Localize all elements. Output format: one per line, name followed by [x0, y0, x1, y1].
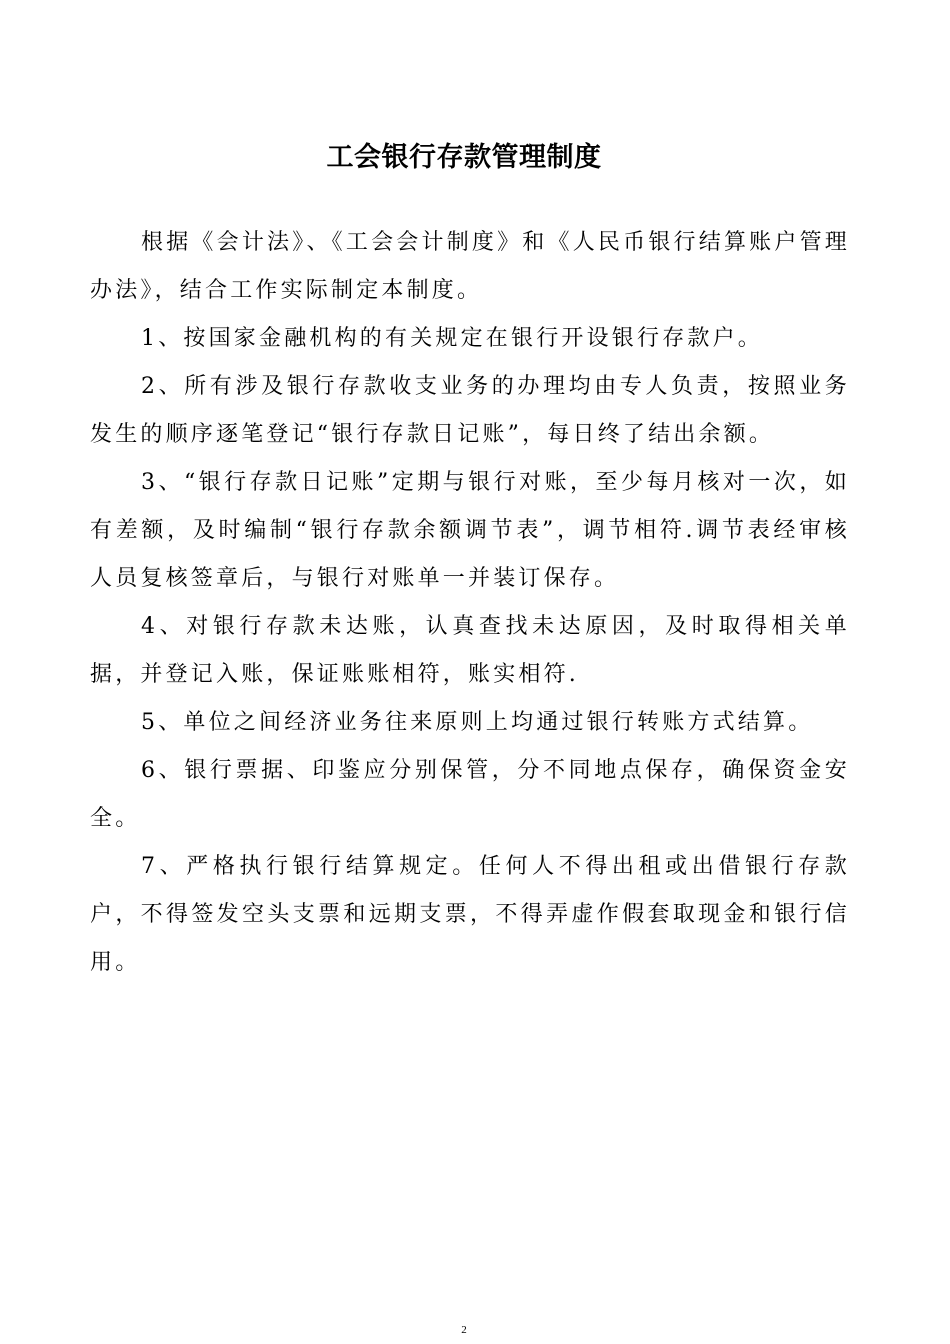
paragraph-clause-4: 4、对银行存款未达账，认真查找未达原因，及时取得相关单据，并登记入账，保证账账相符，账实相符. [90, 614, 850, 687]
page-number: 2 [461, 1324, 467, 1336]
paragraph-intro: 根据《会计法》、《工会会计制度》和《人民币银行结算账户管理办法》，结合工作实际制定本制度。 [90, 230, 850, 303]
paragraph-clause-1: 1、按国家金融机构的有关规定在银行开设银行存款户。 [141, 326, 763, 351]
paragraph-clause-7: 7、严格执行银行结算规定。任何人不得出租或出借银行存款户，不得签发空头支票和远期支票，不得弄虚作假套取现金和银行信用。 [90, 854, 850, 975]
document-title: 工会银行存款管理制度 [326, 142, 602, 174]
paragraph-clause-6: 6、银行票据、印鉴应分别保管，分不同地点保存，确保资金安全。 [90, 758, 850, 831]
paragraph-clause-2: 2、所有涉及银行存款收支业务的办理均由专人负责，按照业务发生的顺序逐笔登记“银行存款日记账”，每日终了结出余额。 [90, 374, 850, 447]
paragraph-clause-3: 3、“银行存款日记账”定期与银行对账，至少每月核对一次，如有差额，及时编制“银行存款余额调节表”，调节相符.调节表经审核人员复核签章后，与银行对账单一并装订保存。 [90, 470, 850, 591]
document-body [90, 219, 850, 987]
paragraph-clause-5: 5、单位之间经济业务往来原则上均通过银行转账方式结算。 [141, 710, 814, 735]
